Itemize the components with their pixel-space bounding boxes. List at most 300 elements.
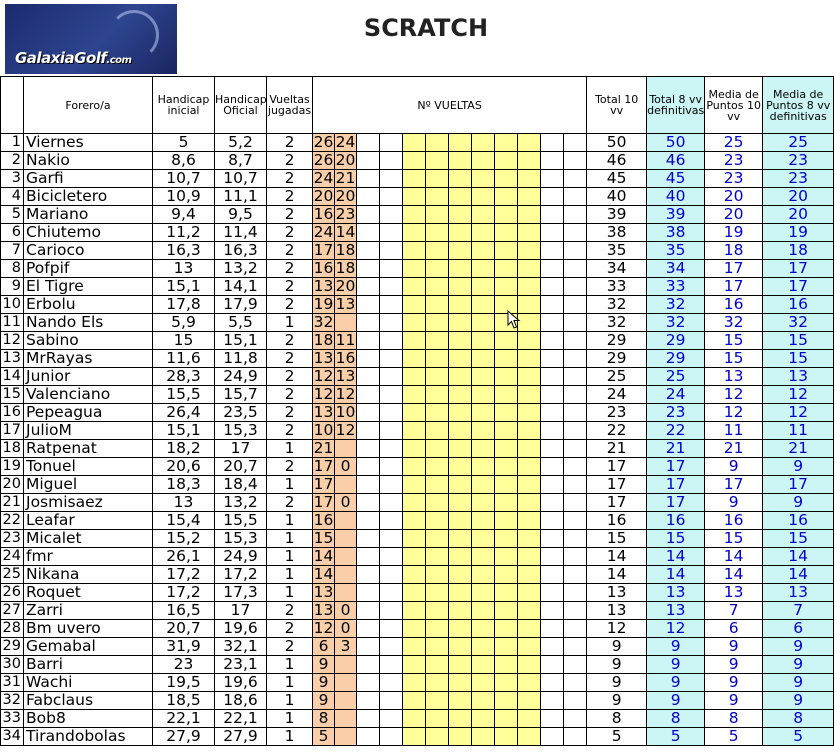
vuelta-empty-cell[interactable] [449,548,472,566]
media-8-cell[interactable]: 17 [763,260,834,278]
media-8-cell[interactable]: 20 [763,188,834,206]
forero-cell[interactable]: Micalet [24,530,153,548]
media-8-cell[interactable]: 8 [763,710,834,728]
vuelta-empty-cell[interactable] [495,386,518,404]
vuelta-empty-cell[interactable] [449,620,472,638]
vuelta-empty-cell[interactable] [564,152,587,170]
vuelta-empty-cell[interactable] [380,242,403,260]
vuelta-empty-cell[interactable] [380,710,403,728]
vuelta-empty-cell[interactable] [564,620,587,638]
vuelta-empty-cell[interactable] [380,422,403,440]
vuelta-2-cell[interactable]: 12 [335,385,356,403]
vuelta-empty-cell[interactable] [426,512,449,530]
vuelta-empty-cell[interactable] [403,476,426,494]
row-number[interactable]: 4 [1,188,24,206]
vuelta-empty-cell[interactable] [541,692,564,710]
total-10-cell[interactable]: 15 [587,530,647,548]
total-8-cell[interactable]: 17 [647,476,705,494]
media-10-cell[interactable]: 8 [705,710,763,728]
vuelta-empty-cell[interactable] [403,530,426,548]
vuelta-empty-cell[interactable] [541,620,564,638]
vuelta-empty-cell[interactable] [357,386,380,404]
total-10-cell[interactable]: 35 [587,242,647,260]
vuelta-empty-cell[interactable] [564,656,587,674]
row-number[interactable]: 12 [1,332,24,350]
vuelta-empty-cell[interactable] [380,656,403,674]
vuelta-2-cell[interactable]: 0 [335,494,357,512]
vuelta-empty-cell[interactable] [541,404,564,422]
row-number[interactable]: 3 [1,170,24,188]
vuelta-empty-cell[interactable] [449,458,472,476]
total-8-cell[interactable]: 9 [647,692,705,710]
handicap-oficial-cell[interactable]: 15,5 [215,512,267,530]
vuelta-empty-cell[interactable] [426,188,449,206]
vuelta-empty-cell[interactable] [403,278,426,296]
handicap-oficial-cell[interactable]: 23,1 [215,656,267,674]
vuelta-empty-cell[interactable] [403,134,426,152]
vuelta-empty-cell[interactable] [472,350,495,368]
vuelta-empty-cell[interactable] [564,296,587,314]
handicap-oficial-cell[interactable]: 5,2 [215,134,267,152]
handicap-inicial-cell[interactable]: 20,6 [153,458,215,476]
vuelta-empty-cell[interactable] [380,638,403,656]
media-8-cell[interactable]: 9 [763,656,834,674]
vuelta-empty-cell[interactable] [449,170,472,188]
vuelta-empty-cell[interactable] [518,458,541,476]
vuelta-empty-cell[interactable] [518,494,541,512]
vuelta-empty-cell[interactable] [403,494,426,512]
vuelta-empty-cell[interactable] [518,170,541,188]
vuelta-empty-cell[interactable] [472,134,495,152]
row-number[interactable]: 27 [1,602,24,620]
forero-cell[interactable]: Fabclaus [24,692,153,710]
total-8-cell[interactable]: 12 [647,620,705,638]
vuelta-2-cell[interactable] [335,566,357,584]
vuelta-empty-cell[interactable] [449,638,472,656]
forero-cell[interactable]: Roquet [24,584,153,602]
total-8-cell[interactable]: 29 [647,332,705,350]
vuelta-2-cell[interactable]: 20 [335,151,356,169]
forero-cell[interactable]: Pepeagua [24,404,153,422]
vuelta-empty-cell[interactable] [564,674,587,692]
total-10-cell[interactable]: 9 [587,692,647,710]
total-8-cell[interactable]: 13 [647,602,705,620]
handicap-oficial-cell[interactable]: 17 [215,440,267,458]
vuelta-1-cell[interactable]: 18 [313,331,334,349]
forero-cell[interactable]: Bm uvero [24,620,153,638]
row-number[interactable]: 34 [1,728,24,746]
vuelta-empty-cell[interactable] [495,170,518,188]
vuelta-empty-cell[interactable] [449,440,472,458]
row-number[interactable]: 1 [1,134,24,152]
vuelta-empty-cell[interactable] [380,440,403,458]
handicap-oficial-cell[interactable]: 18,4 [215,476,267,494]
vuelta-empty-cell[interactable] [564,440,587,458]
vuelta-empty-cell[interactable] [495,620,518,638]
media-10-cell[interactable]: 21 [705,440,763,458]
vuelta-empty-cell[interactable] [518,260,541,278]
vuelta-empty-cell[interactable] [380,494,403,512]
vuelta-empty-cell[interactable] [357,314,380,332]
media-8-cell[interactable]: 25 [763,134,834,152]
vuelta-empty-cell[interactable] [357,656,380,674]
media-8-cell[interactable]: 12 [763,404,834,422]
vuelta-empty-cell[interactable] [403,638,426,656]
vuelta-empty-cell[interactable] [449,206,472,224]
vuelta-empty-cell[interactable] [380,224,403,242]
header-n-vueltas[interactable]: Nº VUELTAS [313,77,587,134]
vuelta-empty-cell[interactable] [541,278,564,296]
media-8-cell[interactable]: 13 [763,368,834,386]
media-10-cell[interactable]: 9 [705,656,763,674]
vuelta-empty-cell[interactable] [472,404,495,422]
vuelta-empty-cell[interactable] [564,422,587,440]
vuelta-2-cell[interactable]: 13 [335,367,356,385]
vuelta-empty-cell[interactable] [541,710,564,728]
vuelta-1-cell[interactable]: 13 [313,601,334,619]
vuelta-1-cell[interactable]: 14 [313,565,334,583]
vuelta-empty-cell[interactable] [357,332,380,350]
vuelta-empty-cell[interactable] [426,530,449,548]
vuelta-empty-cell[interactable] [426,440,449,458]
vuelta-empty-cell[interactable] [449,368,472,386]
vuelta-empty-cell[interactable] [472,386,495,404]
total-10-cell[interactable]: 39 [587,206,647,224]
vueltas-jugadas-cell[interactable]: 2 [267,134,313,152]
handicap-oficial-cell[interactable]: 15,3 [215,422,267,440]
forero-cell[interactable]: Zarri [24,602,153,620]
vuelta-empty-cell[interactable] [403,296,426,314]
media-8-cell[interactable]: 15 [763,350,834,368]
vueltas-jugadas-cell[interactable]: 1 [267,656,313,674]
forero-cell[interactable]: Junior [24,368,153,386]
vuelta-empty-cell[interactable] [472,188,495,206]
vuelta-1-cell[interactable]: 16 [313,205,334,223]
total-8-cell[interactable]: 32 [647,314,705,332]
vuelta-empty-cell[interactable] [518,350,541,368]
forero-cell[interactable]: Nakio [24,152,153,170]
vueltas-jugadas-cell[interactable]: 2 [267,602,313,620]
media-10-cell[interactable]: 6 [705,620,763,638]
vuelta-empty-cell[interactable] [380,188,403,206]
vuelta-empty-cell[interactable] [357,188,380,206]
media-10-cell[interactable]: 12 [705,404,763,422]
forero-cell[interactable]: Bicicletero [24,188,153,206]
media-10-cell[interactable]: 17 [705,476,763,494]
media-8-cell[interactable]: 6 [763,620,834,638]
vuelta-empty-cell[interactable] [472,638,495,656]
handicap-inicial-cell[interactable]: 5,9 [153,314,215,332]
total-10-cell[interactable]: 23 [587,404,647,422]
vuelta-empty-cell[interactable] [449,242,472,260]
vuelta-empty-cell[interactable] [380,728,403,746]
header-media-10[interactable]: Media de Puntos 10 vv [705,77,763,134]
vuelta-empty-cell[interactable] [564,206,587,224]
total-8-cell[interactable]: 29 [647,350,705,368]
handicap-inicial-cell[interactable]: 11,2 [153,224,215,242]
media-8-cell[interactable]: 9 [763,638,834,656]
media-8-cell[interactable]: 5 [763,728,834,746]
vuelta-1-cell[interactable]: 9 [313,692,335,710]
row-number[interactable]: 17 [1,422,24,440]
media-8-cell[interactable]: 9 [763,494,834,512]
vuelta-empty-cell[interactable] [403,656,426,674]
row-number[interactable]: 31 [1,674,24,692]
vuelta-empty-cell[interactable] [564,638,587,656]
vueltas-jugadas-cell[interactable]: 2 [267,170,313,188]
vuelta-empty-cell[interactable] [403,170,426,188]
vuelta-empty-cell[interactable] [380,476,403,494]
vuelta-empty-cell[interactable] [472,296,495,314]
vuelta-empty-cell[interactable] [380,548,403,566]
vuelta-empty-cell[interactable] [541,296,564,314]
handicap-inicial-cell[interactable]: 15,1 [153,422,215,440]
vuelta-empty-cell[interactable] [541,152,564,170]
vuelta-empty-cell[interactable] [426,620,449,638]
row-number[interactable]: 8 [1,260,24,278]
media-8-cell[interactable]: 11 [763,422,834,440]
vuelta-empty-cell[interactable] [472,242,495,260]
row-number[interactable]: 10 [1,296,24,314]
vuelta-empty-cell[interactable] [564,404,587,422]
handicap-oficial-cell[interactable]: 11,4 [215,224,267,242]
vuelta-2-cell[interactable]: 0 [335,602,357,620]
row-number[interactable]: 9 [1,278,24,296]
vuelta-empty-cell[interactable] [426,152,449,170]
vuelta-2-cell[interactable]: 24 [335,133,356,151]
vuelta-1-cell[interactable]: 17 [313,493,334,511]
vuelta-empty-cell[interactable] [357,350,380,368]
row-number[interactable]: 16 [1,404,24,422]
vuelta-empty-cell[interactable] [495,404,518,422]
vuelta-empty-cell[interactable] [449,350,472,368]
forero-cell[interactable]: fmr [24,548,153,566]
vuelta-empty-cell[interactable] [449,188,472,206]
handicap-oficial-cell[interactable]: 15,3 [215,530,267,548]
vuelta-empty-cell[interactable] [426,314,449,332]
vuelta-empty-cell[interactable] [426,350,449,368]
handicap-oficial-cell[interactable]: 13,2 [215,260,267,278]
vuelta-empty-cell[interactable] [541,422,564,440]
vueltas-jugadas-cell[interactable]: 2 [267,260,313,278]
vuelta-empty-cell[interactable] [357,638,380,656]
vuelta-empty-cell[interactable] [472,422,495,440]
media-10-cell[interactable]: 19 [705,224,763,242]
vuelta-1-cell[interactable]: 13 [313,403,334,421]
header-vueltas-jugadas[interactable]: Vueltas jugadas [267,77,313,134]
total-8-cell[interactable]: 21 [647,440,705,458]
forero-cell[interactable]: Pofpif [24,260,153,278]
media-8-cell[interactable]: 13 [763,584,834,602]
vuelta-empty-cell[interactable] [357,530,380,548]
media-8-cell[interactable]: 15 [763,332,834,350]
vuelta-empty-cell[interactable] [449,404,472,422]
vuelta-empty-cell[interactable] [403,386,426,404]
handicap-oficial-cell[interactable]: 11,1 [215,188,267,206]
vuelta-empty-cell[interactable] [426,134,449,152]
vuelta-1-cell[interactable]: 12 [313,385,334,403]
vuelta-2-cell[interactable] [335,674,357,692]
vuelta-empty-cell[interactable] [403,458,426,476]
handicap-oficial-cell[interactable]: 17,3 [215,584,267,602]
vuelta-2-cell[interactable] [335,692,357,710]
forero-cell[interactable]: Ratpenat [24,440,153,458]
forero-cell[interactable]: Leafar [24,512,153,530]
handicap-inicial-cell[interactable]: 15,4 [153,512,215,530]
vueltas-jugadas-cell[interactable]: 2 [267,422,313,440]
vuelta-empty-cell[interactable] [357,242,380,260]
vuelta-empty-cell[interactable] [564,368,587,386]
vuelta-empty-cell[interactable] [495,152,518,170]
vuelta-empty-cell[interactable] [357,404,380,422]
handicap-inicial-cell[interactable]: 10,7 [153,170,215,188]
total-10-cell[interactable]: 38 [587,224,647,242]
forero-cell[interactable]: Nikana [24,566,153,584]
handicap-inicial-cell[interactable]: 16,5 [153,602,215,620]
media-10-cell[interactable]: 15 [705,530,763,548]
vueltas-jugadas-cell[interactable]: 2 [267,638,313,656]
vueltas-jugadas-cell[interactable]: 2 [267,278,313,296]
handicap-inicial-cell[interactable]: 17,2 [153,584,215,602]
vuelta-empty-cell[interactable] [472,314,495,332]
vueltas-jugadas-cell[interactable]: 2 [267,368,313,386]
vuelta-empty-cell[interactable] [518,368,541,386]
handicap-oficial-cell[interactable]: 22,1 [215,710,267,728]
handicap-oficial-cell[interactable]: 9,5 [215,206,267,224]
vuelta-empty-cell[interactable] [518,476,541,494]
handicap-oficial-cell[interactable]: 17,2 [215,566,267,584]
vuelta-2-cell[interactable] [335,584,357,602]
vuelta-empty-cell[interactable] [403,548,426,566]
vueltas-jugadas-cell[interactable]: 1 [267,710,313,728]
vuelta-empty-cell[interactable] [357,296,380,314]
total-10-cell[interactable]: 14 [587,548,647,566]
vuelta-empty-cell[interactable] [564,602,587,620]
handicap-inicial-cell[interactable]: 18,2 [153,440,215,458]
media-8-cell[interactable]: 12 [763,386,834,404]
vuelta-empty-cell[interactable] [541,386,564,404]
total-10-cell[interactable]: 9 [587,656,647,674]
media-8-cell[interactable]: 23 [763,152,834,170]
vuelta-empty-cell[interactable] [472,512,495,530]
vuelta-2-cell[interactable]: 18 [335,241,356,259]
handicap-oficial-cell[interactable]: 17 [215,602,267,620]
vuelta-1-cell[interactable]: 26 [313,151,334,169]
vuelta-empty-cell[interactable] [357,710,380,728]
vuelta-empty-cell[interactable] [380,296,403,314]
vuelta-empty-cell[interactable] [357,512,380,530]
media-10-cell[interactable]: 11 [705,422,763,440]
vuelta-empty-cell[interactable] [426,242,449,260]
vuelta-empty-cell[interactable] [564,386,587,404]
vuelta-empty-cell[interactable] [472,620,495,638]
vuelta-empty-cell[interactable] [518,656,541,674]
media-8-cell[interactable]: 17 [763,476,834,494]
total-8-cell[interactable]: 35 [647,242,705,260]
vueltas-jugadas-cell[interactable]: 2 [267,242,313,260]
total-10-cell[interactable]: 45 [587,170,647,188]
vueltas-jugadas-cell[interactable]: 2 [267,620,313,638]
total-10-cell[interactable]: 34 [587,260,647,278]
vuelta-empty-cell[interactable] [518,134,541,152]
vuelta-empty-cell[interactable] [426,728,449,746]
media-10-cell[interactable]: 18 [705,242,763,260]
vuelta-empty-cell[interactable] [495,638,518,656]
vuelta-1-cell[interactable]: 5 [313,728,335,746]
row-number[interactable]: 5 [1,206,24,224]
handicap-inicial-cell[interactable]: 13 [153,260,215,278]
total-10-cell[interactable]: 8 [587,710,647,728]
vuelta-empty-cell[interactable] [380,512,403,530]
vuelta-empty-cell[interactable] [564,332,587,350]
vuelta-empty-cell[interactable] [518,224,541,242]
handicap-inicial-cell[interactable]: 18,3 [153,476,215,494]
vuelta-empty-cell[interactable] [472,656,495,674]
vuelta-empty-cell[interactable] [518,602,541,620]
vuelta-empty-cell[interactable] [495,278,518,296]
vuelta-empty-cell[interactable] [403,260,426,278]
total-8-cell[interactable]: 22 [647,422,705,440]
handicap-inicial-cell[interactable]: 15,1 [153,278,215,296]
forero-cell[interactable]: Garfi [24,170,153,188]
vuelta-empty-cell[interactable] [541,224,564,242]
vuelta-empty-cell[interactable] [472,494,495,512]
vuelta-empty-cell[interactable] [495,566,518,584]
vuelta-empty-cell[interactable] [541,584,564,602]
handicap-oficial-cell[interactable]: 15,1 [215,332,267,350]
total-10-cell[interactable]: 13 [587,602,647,620]
total-8-cell[interactable]: 39 [647,206,705,224]
header-handicap-oficial[interactable]: Handicap Oficial [215,77,267,134]
vuelta-empty-cell[interactable] [518,422,541,440]
total-8-cell[interactable]: 17 [647,458,705,476]
row-number[interactable]: 19 [1,458,24,476]
vuelta-empty-cell[interactable] [564,188,587,206]
total-10-cell[interactable]: 9 [587,674,647,692]
vuelta-empty-cell[interactable] [541,476,564,494]
vuelta-2-cell[interactable]: 14 [335,223,356,241]
vuelta-empty-cell[interactable] [541,566,564,584]
vuelta-2-cell[interactable]: 12 [335,421,356,439]
total-8-cell[interactable]: 17 [647,494,705,512]
vuelta-empty-cell[interactable] [472,368,495,386]
vuelta-empty-cell[interactable] [449,296,472,314]
vuelta-empty-cell[interactable] [357,584,380,602]
handicap-inicial-cell[interactable]: 17,8 [153,296,215,314]
vuelta-empty-cell[interactable] [495,206,518,224]
vuelta-empty-cell[interactable] [518,548,541,566]
vuelta-empty-cell[interactable] [380,206,403,224]
vuelta-empty-cell[interactable] [495,188,518,206]
vuelta-empty-cell[interactable] [495,548,518,566]
vuelta-empty-cell[interactable] [495,656,518,674]
total-8-cell[interactable]: 46 [647,152,705,170]
vuelta-empty-cell[interactable] [495,674,518,692]
vuelta-empty-cell[interactable] [564,476,587,494]
vuelta-empty-cell[interactable] [541,332,564,350]
vuelta-empty-cell[interactable] [380,278,403,296]
total-8-cell[interactable]: 50 [647,134,705,152]
vuelta-1-cell[interactable]: 16 [313,511,334,529]
vuelta-empty-cell[interactable] [426,602,449,620]
handicap-inicial-cell[interactable]: 8,6 [153,152,215,170]
vuelta-empty-cell[interactable] [357,494,380,512]
total-8-cell[interactable]: 15 [647,530,705,548]
vuelta-empty-cell[interactable] [472,278,495,296]
total-10-cell[interactable]: 13 [587,584,647,602]
vuelta-empty-cell[interactable] [403,602,426,620]
handicap-inicial-cell[interactable]: 10,9 [153,188,215,206]
